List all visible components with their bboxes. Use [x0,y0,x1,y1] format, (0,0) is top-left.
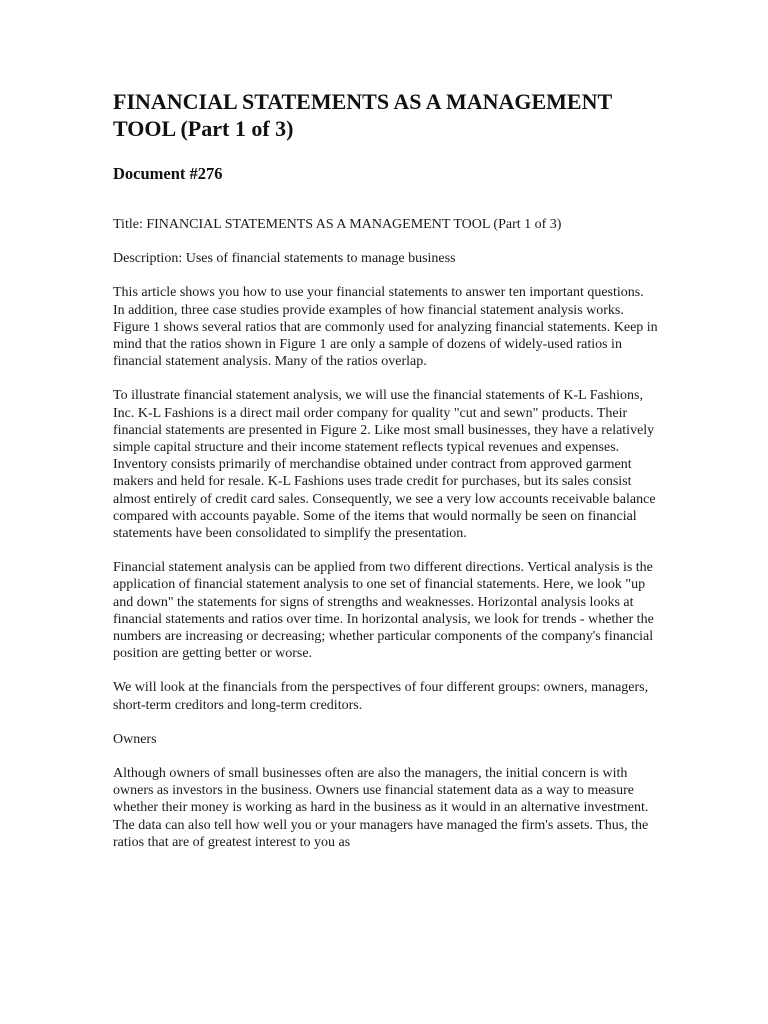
paragraph-kl-fashions: To illustrate financial statement analysis, we will use the financial statements of K-L Fashions, Inc. K-L Fashions is a direct mail order company for quality "cut and sewn" products. Their financial statements are presented in Figure 2. Like most small businesses, they have a relatively simple capital structure and their income statement reflects typical revenues and expenses. Inventory consists primarily of merchandise obtained under contract from approved garment makers and held for resale. K-L Fashions uses trade credit for purchases, but its sales consist almost entirely of credit card sales. Consequently, we see a very low accounts receivable balance compared with accounts payable. Some of the items that would normally be seen on financial statements have been consolidated to simplify the presentation. [113,388,656,542]
description-line: Description: Uses of financial statements to manage business [113,251,456,267]
section-heading-owners: Owners [113,731,157,747]
document-number: Document #276 [113,164,223,183]
document-title: FINANCIAL STATEMENTS AS A MANAGEMENT TOOL (Part 1 of 3) [113,89,612,141]
title-line: Title: FINANCIAL STATEMENTS AS A MANAGEMENT TOOL (Part 1 of 3) [113,217,562,232]
paragraph-perspectives: We will look at the financials from the perspectives of four different groups: owners, managers, short-term creditors and long-term creditors. [113,680,649,713]
paragraph-intro: This article shows you how to use your financial statements to answer ten important questions. In addition, three case studies provide examples of how financial statement analysis works. Figure 1 shows several ratios that are commonly used for analyzing financial statements. Keep in mind that the ratios shown in Figure 1 are only a sample of dozens of widely-used ratios in financial statement analysis. Many of the ratios overlap. [113,285,658,370]
paragraph-owners: Although owners of small businesses often are also the managers, the initial concern is with owners as investors in the business. Owners use financial statement data as a way to measure whether their money is working as hard in the business as it would in an alternative investment. The data can also tell how well you or your managers have managed the firm's assets. Thus, the ratios that are of greatest interest to you as [113,766,649,850]
paragraph-analysis-directions: Financial statement analysis can be applied from two different directions. Vertical analysis is the application of financial statement analysis to one set of financial statements. Here, we look "up and down" the statements for signs of strengths and weaknesses. Horizontal analysis looks at financial statements and ratios over time. In horizontal analysis, we look for trends - whether the numbers are increasing or decreasing; whether particular components of the company's financial position are getting better or worse. [113,560,654,662]
document-page [113,88,658,868]
